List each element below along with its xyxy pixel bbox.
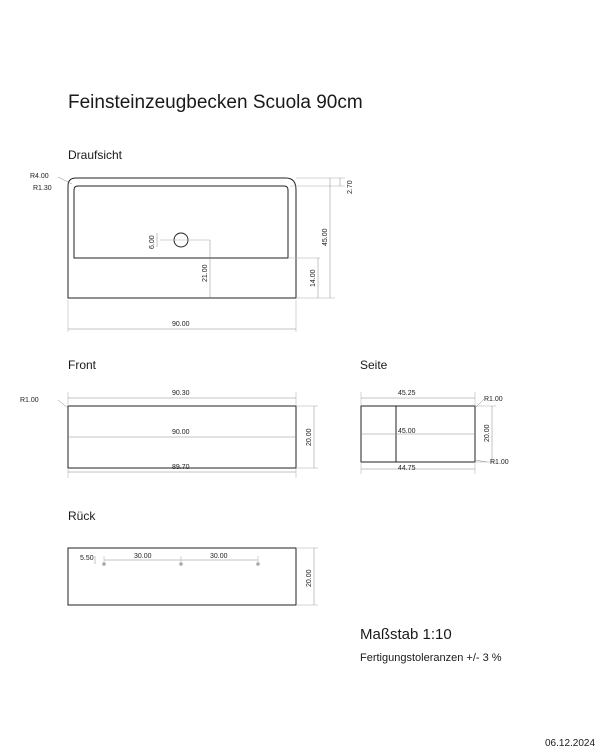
section-label-rueck: Rück <box>68 509 96 523</box>
dim-r-outer: R4.00 <box>30 173 49 180</box>
mounting-hole-1 <box>102 562 106 566</box>
dim-r-inner: R1.30 <box>33 185 52 192</box>
tolerance-note: Fertigungstoleranzen +/- 3 % <box>360 652 502 664</box>
section-label-seite: Seite <box>360 358 388 372</box>
section-label-draufsicht: Draufsicht <box>68 148 123 162</box>
scale-label: Maßstab 1:10 <box>360 626 452 643</box>
front-dim-mid-width: 90.00 <box>172 429 190 436</box>
seite-dim-radius-top: R1.00 <box>484 396 503 403</box>
section-label-front: Front <box>68 358 97 372</box>
drawing-title: Feinsteinzeugbecken Scuola 90cm <box>68 92 363 113</box>
draufsicht-outline <box>68 178 296 298</box>
draufsicht-view <box>58 177 345 332</box>
rueck-dim-spacing-2: 30.00 <box>210 553 228 560</box>
dim-drain: 6.00 <box>149 235 156 249</box>
seite-dim-height: 20.00 <box>484 424 491 442</box>
front-dim-height: 20.00 <box>306 428 313 446</box>
seite-dim-radius-bottom: R1.00 <box>490 459 509 466</box>
dim-depth: 45.00 <box>322 228 329 246</box>
rueck-dim-height: 20.00 <box>306 569 313 587</box>
rueck-outline <box>68 548 296 605</box>
front-dim-top-width: 90.30 <box>172 390 190 397</box>
seite-view <box>361 392 496 474</box>
dim-width: 90.00 <box>172 321 190 328</box>
seite-dim-mid-width: 45.00 <box>398 428 416 435</box>
front-dim-radius: R1.00 <box>20 397 39 404</box>
seite-dim-top-width: 45.25 <box>398 390 416 397</box>
rueck-view <box>68 548 318 605</box>
dim-drain-offset: 21.00 <box>202 264 209 282</box>
mounting-hole-2 <box>179 562 183 566</box>
front-dim-bottom-width: 89.70 <box>172 464 190 471</box>
dim-rear-offset: 14.00 <box>310 269 317 287</box>
rueck-dim-spacing-1: 30.00 <box>134 553 152 560</box>
seite-dim-bottom-width: 44.75 <box>398 465 416 472</box>
rueck-dim-hole-offset: 5.50 <box>80 555 94 562</box>
dim-rim: 2.70 <box>347 180 354 194</box>
mounting-hole-3 <box>256 562 260 566</box>
drawing-date: 06.12.2024 <box>545 738 596 749</box>
